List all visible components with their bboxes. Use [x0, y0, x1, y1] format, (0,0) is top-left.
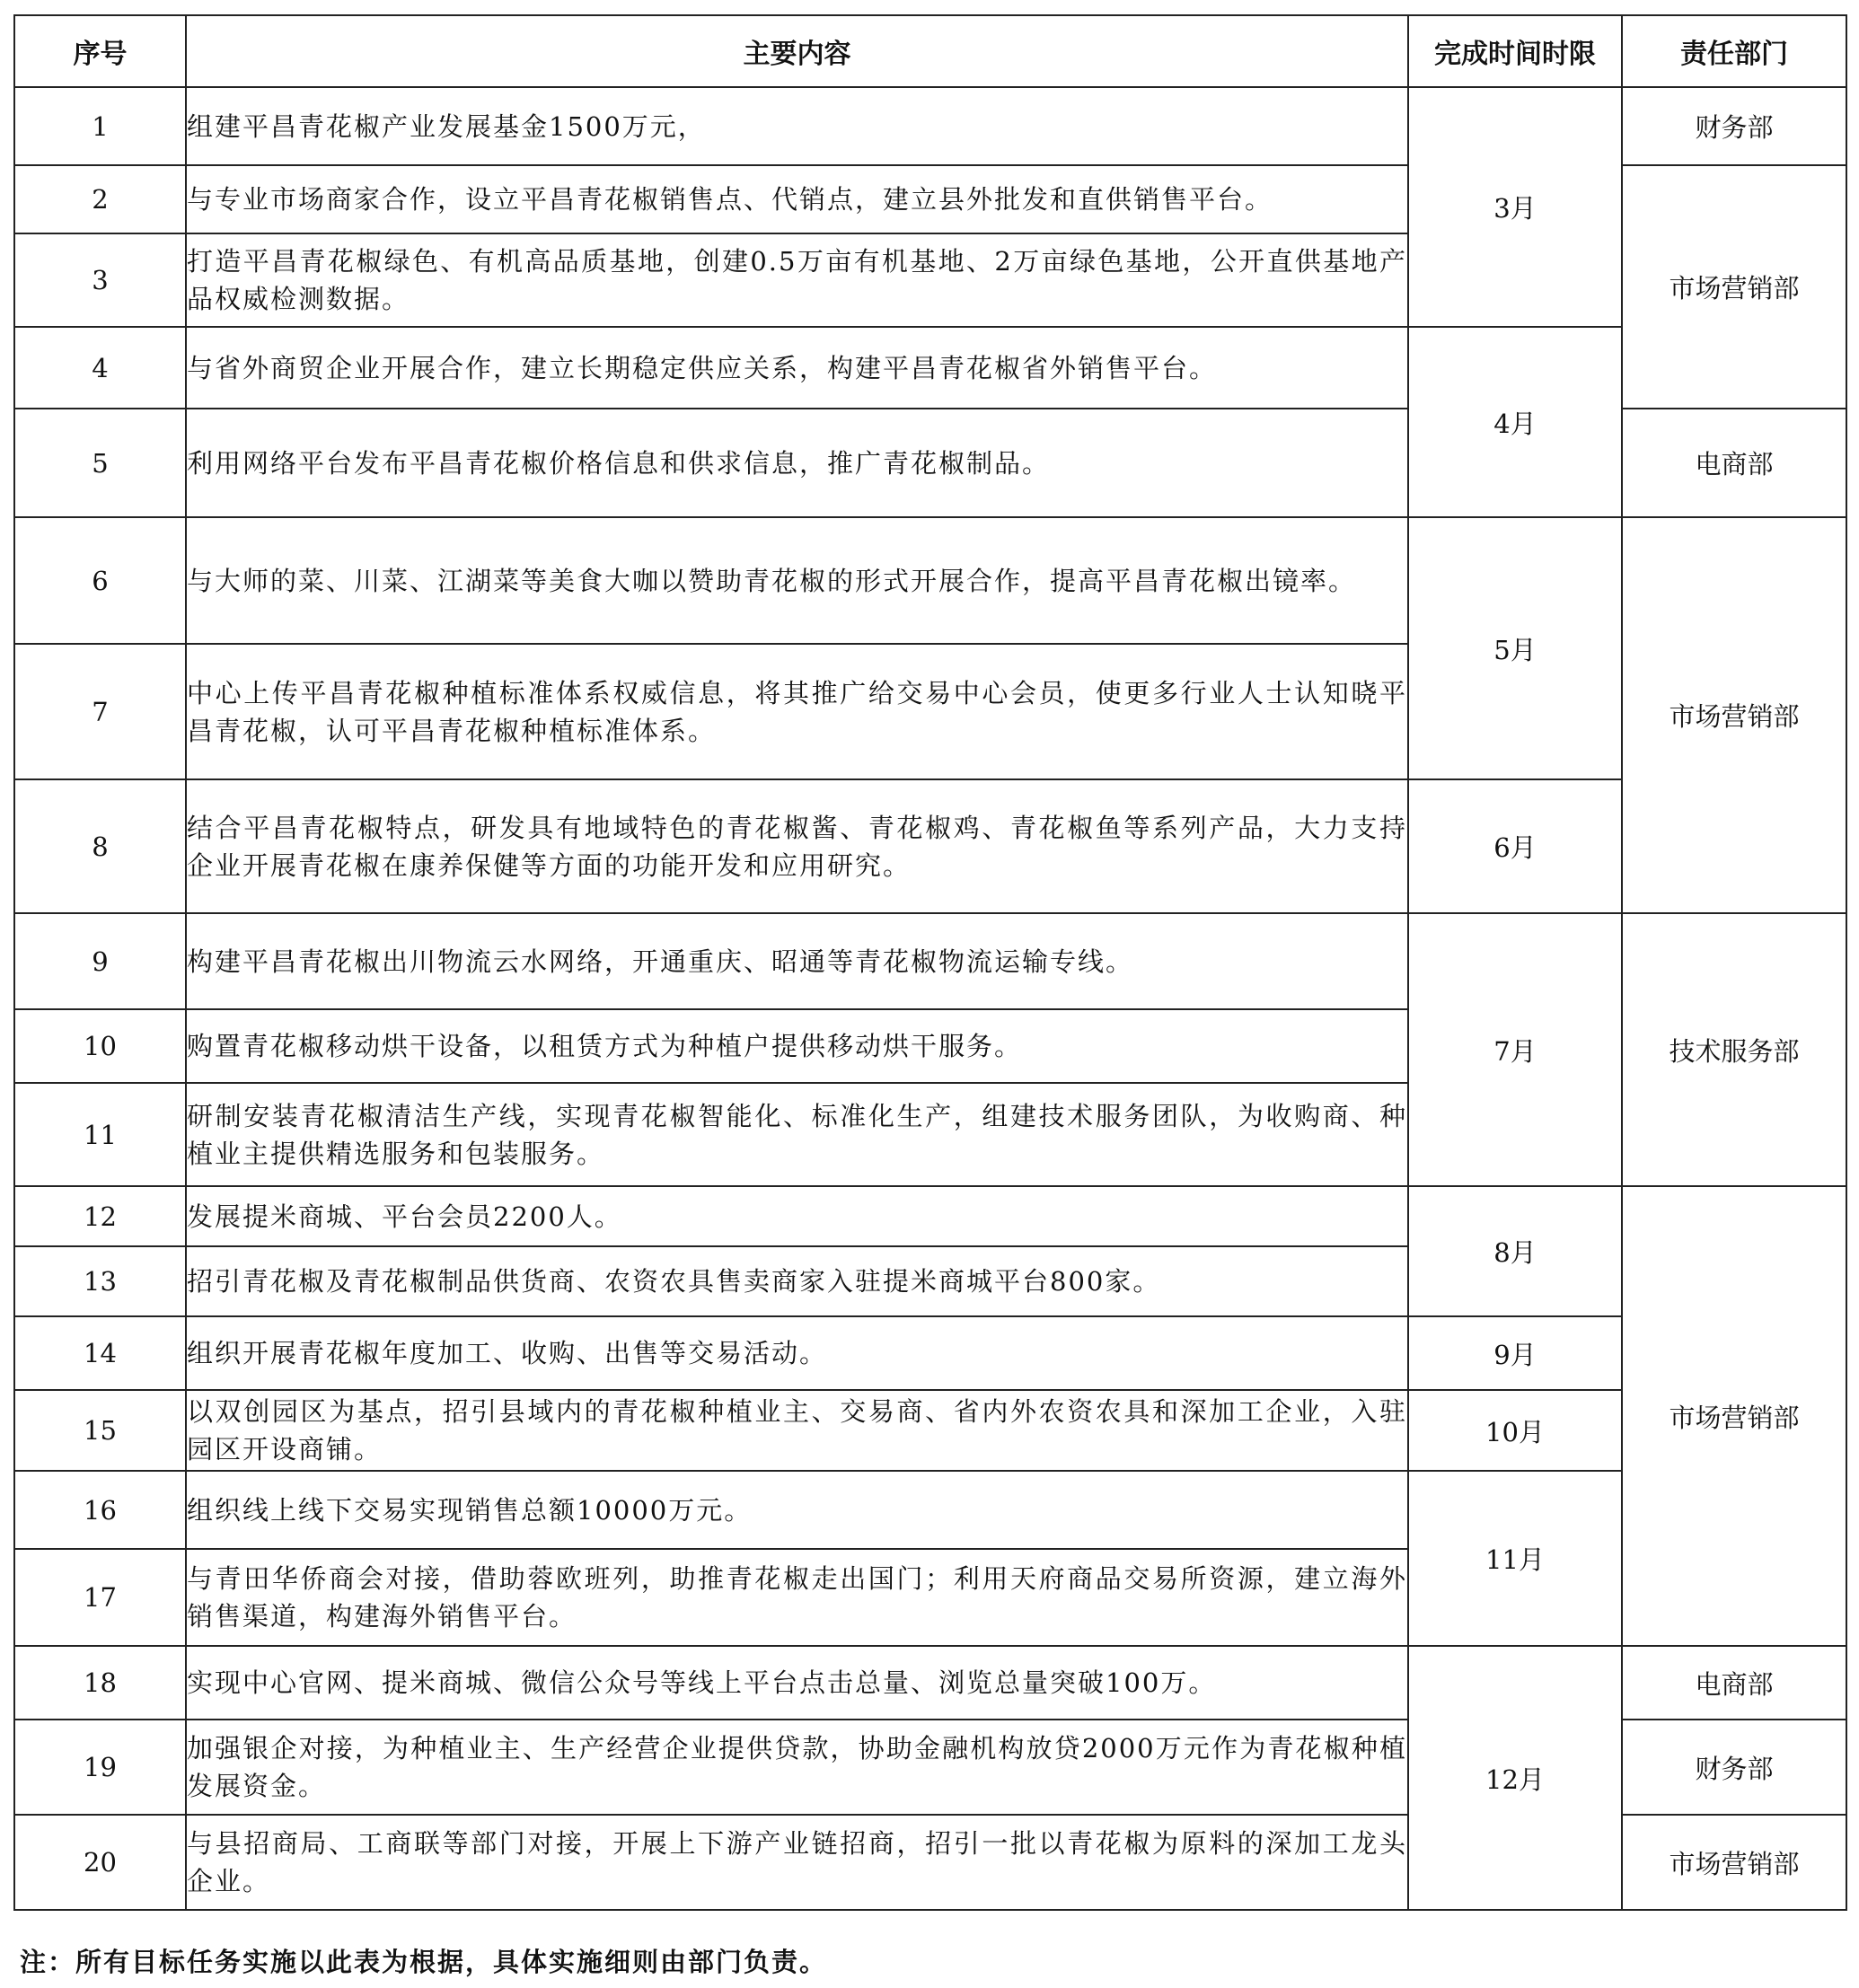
row-content: 打造平昌青花椒绿色、有机高品质基地，创建0.5万亩有机基地、2万亩绿色基地，公开直供基地产品权威检测数据。 [186, 233, 1408, 327]
row-content: 发展提米商城、平台会员2200人。 [186, 1186, 1408, 1246]
row-content: 研制安装青花椒清洁生产线，实现青花椒智能化、标准化生产，组建技术服务团队，为收购商、种植业主提供精选服务和包装服务。 [186, 1083, 1408, 1186]
table-row [14, 1186, 1846, 1246]
row-no: 14 [14, 1316, 186, 1390]
row-content: 利用网络平台发布平昌青花椒价格信息和供求信息，推广青花椒制品。 [186, 409, 1408, 517]
row-content: 组织线上线下交易实现销售总额10000万元。 [186, 1471, 1408, 1549]
header-dept: 责任部门 [1622, 15, 1846, 87]
table-row [14, 1471, 1846, 1549]
header-no: 序号 [14, 15, 186, 87]
time-cell: 12月 [1408, 1646, 1622, 1910]
row-content: 招引青花椒及青花椒制品供货商、农资农具售卖商家入驻提米商城平台800家。 [186, 1246, 1408, 1316]
task-plan-table [13, 14, 1847, 1911]
row-no: 13 [14, 1246, 186, 1316]
header-row [14, 15, 1846, 87]
row-content: 与县招商局、工商联等部门对接，开展上下游产业链招商，招引一批以青花椒为原料的深加工龙头企业。 [186, 1815, 1408, 1910]
row-content: 以双创园区为基点，招引县域内的青花椒种植业主、交易商、省内外农资农具和深加工企业，入驻园区开设商铺。 [186, 1390, 1408, 1471]
row-content: 与专业市场商家合作，设立平昌青花椒销售点、代销点，建立县外批发和直供销售平台。 [186, 165, 1408, 233]
row-no: 7 [14, 644, 186, 779]
footnote: 注：所有目标任务实施以此表为根据，具体实施细则由部门负责。 [20, 1947, 828, 1977]
dept-cell: 市场营销部 [1622, 1815, 1846, 1910]
row-no: 8 [14, 779, 186, 913]
row-no: 17 [14, 1549, 186, 1646]
dept-cell: 财务部 [1622, 87, 1846, 165]
dept-cell: 市场营销部 [1622, 1186, 1846, 1646]
row-no: 2 [14, 165, 186, 233]
row-no: 5 [14, 409, 186, 517]
time-cell: 3月 [1408, 87, 1622, 327]
row-no: 15 [14, 1390, 186, 1471]
row-content: 购置青花椒移动烘干设备，以租赁方式为种植户提供移动烘干服务。 [186, 1009, 1408, 1083]
time-cell: 4月 [1408, 327, 1622, 517]
row-content: 组建平昌青花椒产业发展基金1500万元， [186, 87, 1408, 165]
row-no: 9 [14, 913, 186, 1009]
row-content: 实现中心官网、提米商城、微信公众号等线上平台点击总量、浏览总量突破100万。 [186, 1646, 1408, 1720]
row-no: 19 [14, 1720, 186, 1815]
row-no: 1 [14, 87, 186, 165]
table-row [14, 913, 1846, 1009]
table-row [14, 517, 1846, 644]
row-no: 11 [14, 1083, 186, 1186]
row-no: 6 [14, 517, 186, 644]
table-row [14, 327, 1846, 409]
dept-cell: 电商部 [1622, 1646, 1846, 1720]
row-content: 与大师的菜、川菜、江湖菜等美食大咖以赞助青花椒的形式开展合作，提高平昌青花椒出镜率。 [186, 517, 1408, 644]
table-row [14, 1646, 1846, 1720]
time-cell: 9月 [1408, 1316, 1622, 1390]
dept-cell: 财务部 [1622, 1720, 1846, 1815]
row-content: 与省外商贸企业开展合作，建立长期稳定供应关系，构建平昌青花椒省外销售平台。 [186, 327, 1408, 409]
row-content: 结合平昌青花椒特点，研发具有地域特色的青花椒酱、青花椒鸡、青花椒鱼等系列产品，大力支持企业开展青花椒在康养保健等方面的功能开发和应用研究。 [186, 779, 1408, 913]
header-content: 主要内容 [186, 15, 1408, 87]
row-content: 与青田华侨商会对接，借助蓉欧班列，助推青花椒走出国门；利用天府商品交易所资源，建立海外销售渠道，构建海外销售平台。 [186, 1549, 1408, 1646]
table-row [14, 1316, 1846, 1390]
row-no: 18 [14, 1646, 186, 1720]
row-no: 16 [14, 1471, 186, 1549]
dept-cell: 市场营销部 [1622, 517, 1846, 913]
row-content: 加强银企对接，为种植业主、生产经营企业提供贷款，协助金融机构放贷2000万元作为青花椒种植发展资金。 [186, 1720, 1408, 1815]
table-row [14, 87, 1846, 165]
row-content: 中心上传平昌青花椒种植标准体系权威信息，将其推广给交易中心会员，使更多行业人士认知晓平昌青花椒，认可平昌青花椒种植标准体系。 [186, 644, 1408, 779]
time-cell: 6月 [1408, 779, 1622, 913]
time-cell: 5月 [1408, 517, 1622, 779]
row-content: 构建平昌青花椒出川物流云水网络，开通重庆、昭通等青花椒物流运输专线。 [186, 913, 1408, 1009]
row-no: 3 [14, 233, 186, 327]
row-content: 组织开展青花椒年度加工、收购、出售等交易活动。 [186, 1316, 1408, 1390]
dept-cell: 电商部 [1622, 409, 1846, 517]
header-time: 完成时间时限 [1408, 15, 1622, 87]
row-no: 12 [14, 1186, 186, 1246]
table-row [14, 779, 1846, 913]
row-no: 10 [14, 1009, 186, 1083]
time-cell: 10月 [1408, 1390, 1622, 1471]
dept-cell: 技术服务部 [1622, 913, 1846, 1186]
time-cell: 8月 [1408, 1186, 1622, 1316]
table-row [14, 1390, 1846, 1471]
time-cell: 11月 [1408, 1471, 1622, 1646]
row-no: 20 [14, 1815, 186, 1910]
row-no: 4 [14, 327, 186, 409]
dept-cell: 市场营销部 [1622, 165, 1846, 409]
time-cell: 7月 [1408, 913, 1622, 1186]
